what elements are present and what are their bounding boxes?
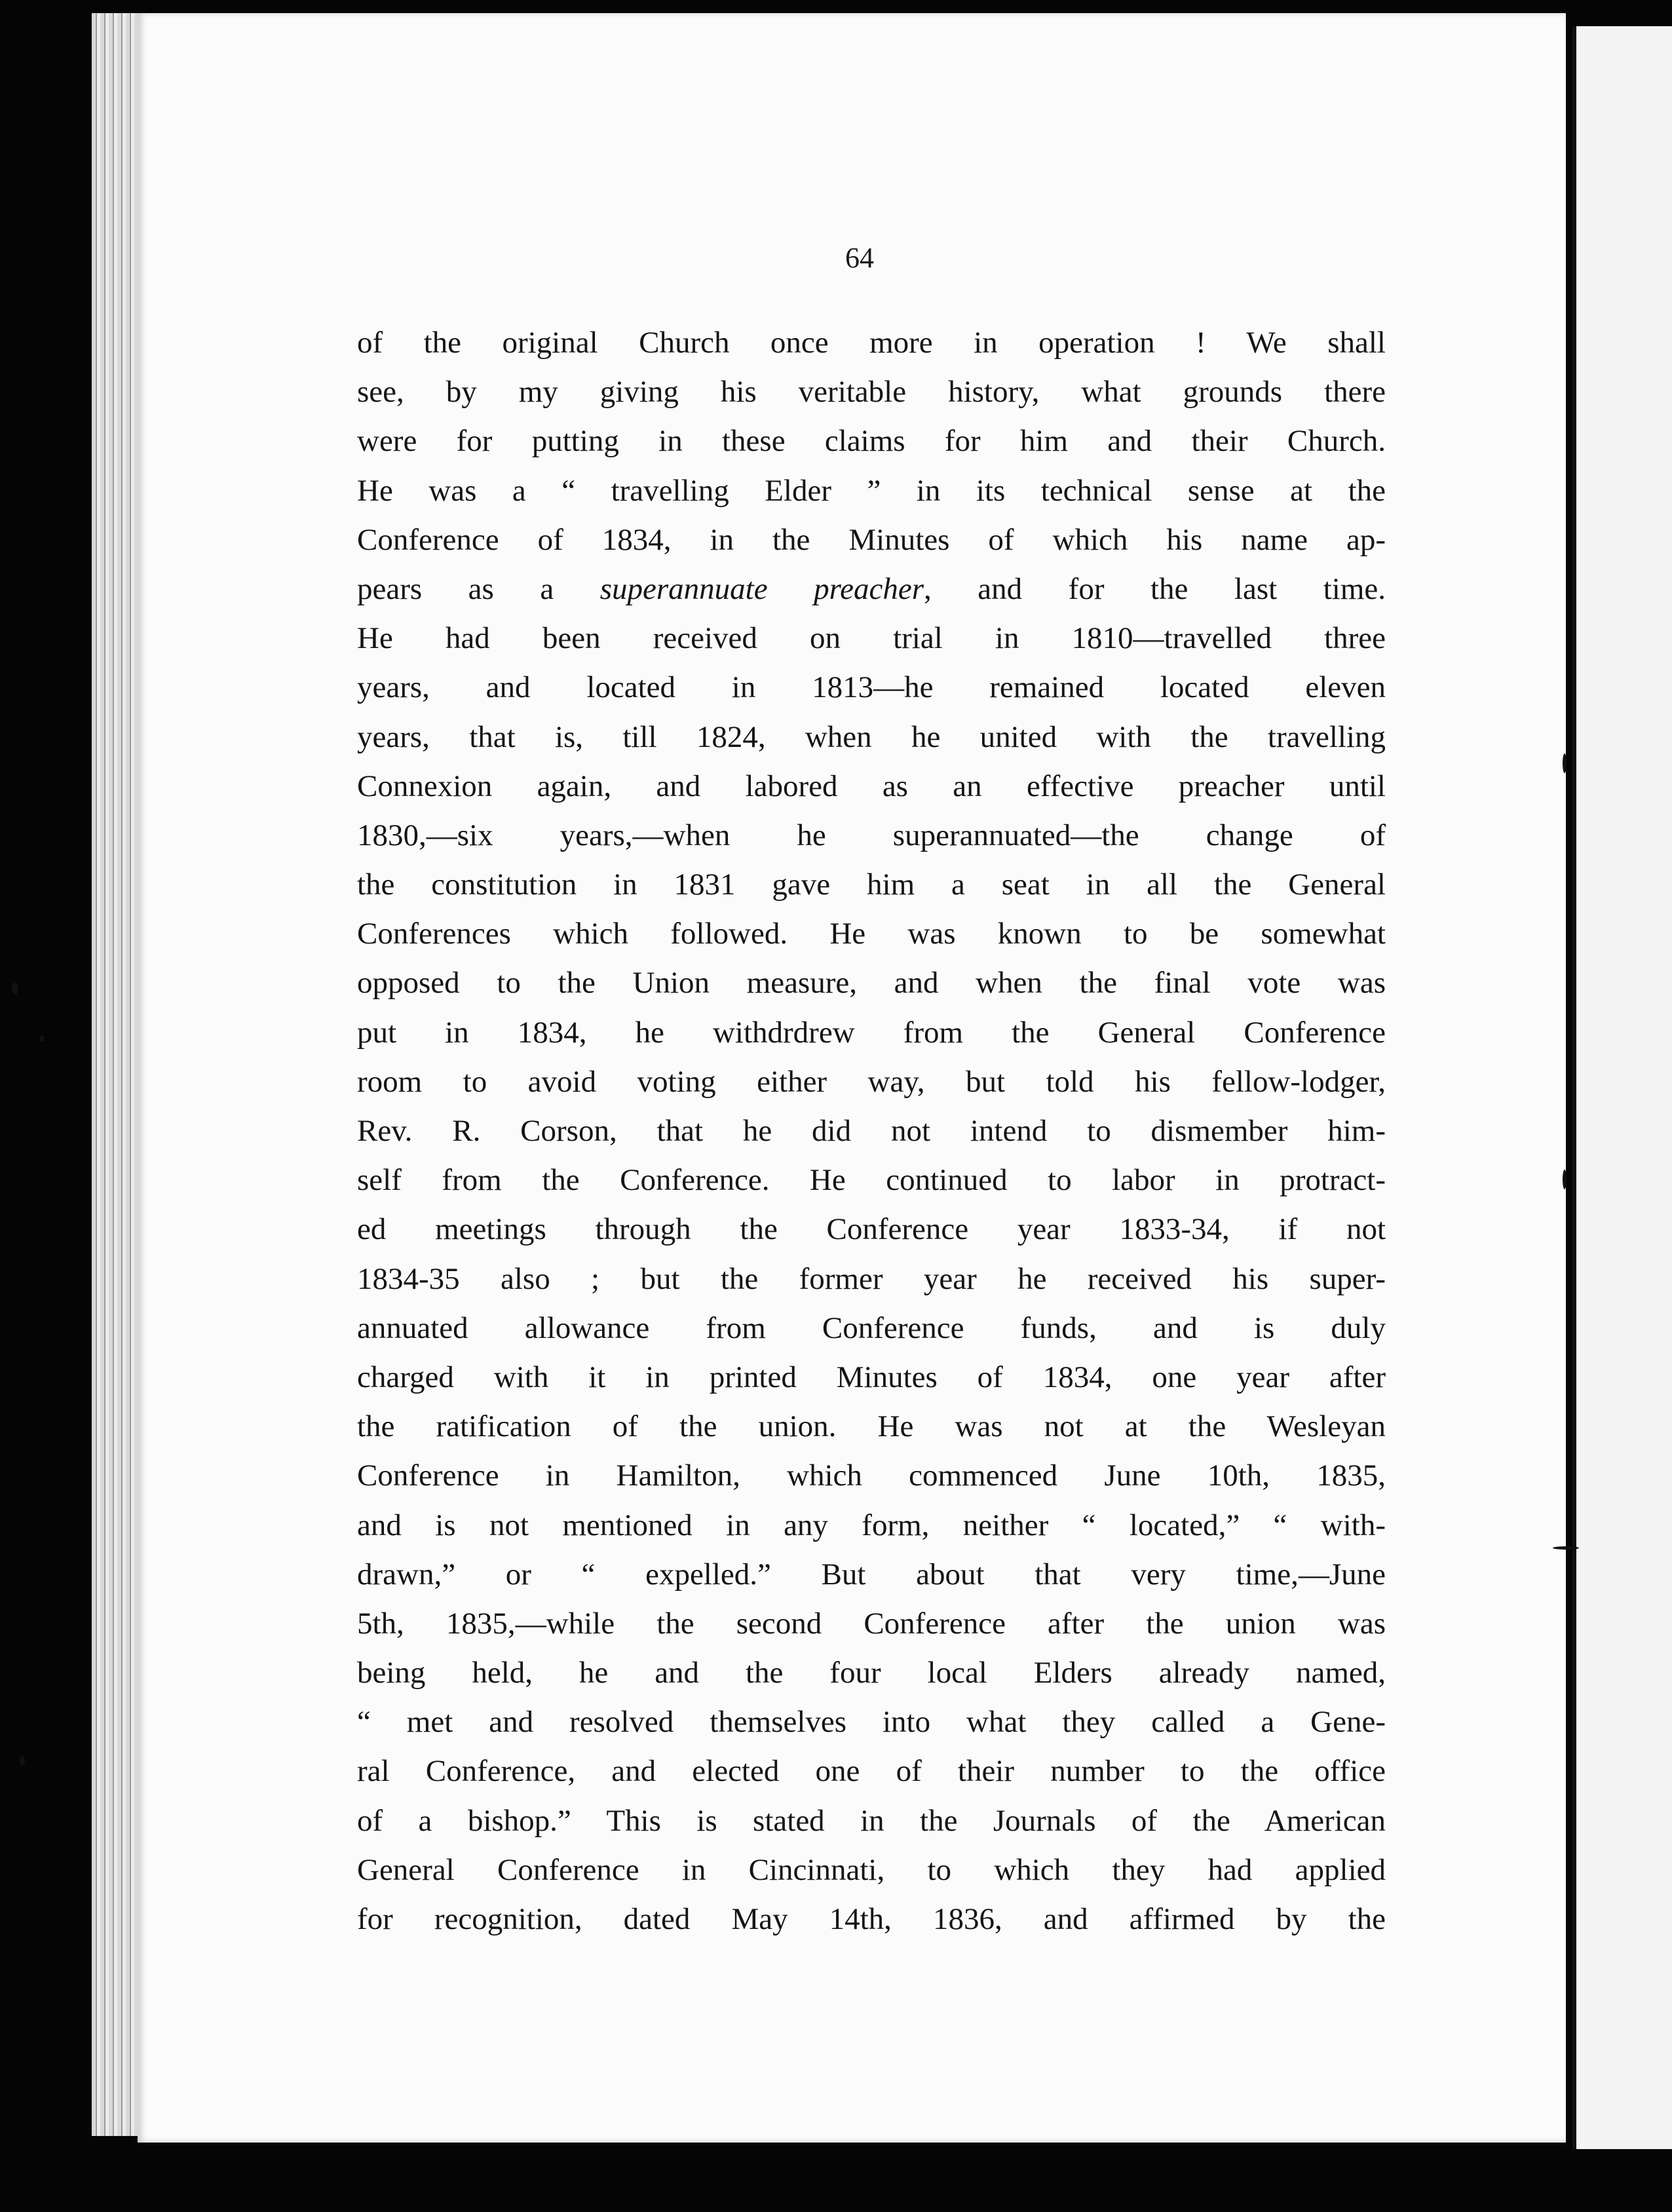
text-line: put in 1834, he withdrdrew from the General Conference (357, 1015, 1386, 1050)
text-line: General Conference in Cincinnati, to which they had applied (357, 1852, 1386, 1887)
text-line: room to avoid voting either way, but told his fellow-lodger, (357, 1064, 1386, 1099)
text-line: self from the Conference. He continued to labor in protract- (357, 1163, 1386, 1198)
scan-speck (12, 983, 18, 995)
text-line: Conference in Hamilton, which commenced June 10th, 1835, (357, 1459, 1386, 1493)
text-line: Connexion again, and labored as an effective preacher until (357, 769, 1386, 803)
text-line: the ratification of the union. He was not at the Wesleyan (357, 1409, 1386, 1444)
text-line: 1834-35 also ; but the former year he received his super- (357, 1261, 1386, 1296)
text-line: years, that is, till 1824, when he united with the travelling (357, 719, 1386, 754)
text-line: charged with it in printed Minutes of 1834, one year after (357, 1360, 1386, 1394)
text-line: drawn,” or “ expelled.” But about that very time,—June (357, 1557, 1386, 1592)
text-line: He was a “ travelling Elder ” in its technical sense at the (357, 473, 1386, 508)
text-line: the constitution in 1831 gave him a seat in all the General (357, 868, 1386, 902)
text-line: and is not mentioned in any form, neither “ located,” “ with- (357, 1508, 1386, 1542)
text-line: years, and located in 1813—he remained located eleven (357, 670, 1386, 705)
facing-page-edge (1572, 26, 1672, 2149)
text-line: Conference of 1834, in the Minutes of which his name ap- (357, 522, 1386, 557)
text-line: annuated allowance from Conference funds, and is duly (357, 1310, 1386, 1345)
scan-speck (1553, 1546, 1579, 1550)
page-stack-edges (92, 13, 144, 2136)
text-line: He had been received on trial in 1810—travelled three (357, 621, 1386, 656)
text-line: of a bishop.” This is stated in the Journals of the American (357, 1803, 1386, 1838)
text-line: “ met and resolved themselves into what they called a Gene- (357, 1705, 1386, 1740)
text-line: Rev. R. Corson, that he did not intend to dismember him- (357, 1114, 1386, 1148)
text-line: ed meetings through the Conference year 1833-34, if not (357, 1212, 1386, 1247)
text-line: 1830,—six years,—when he superannuated—the change of (357, 818, 1386, 852)
text-line: for recognition, dated May 14th, 1836, and affirmed by the (357, 1902, 1386, 1936)
italic-phrase: superannuate preacher (599, 571, 924, 606)
text-line: were for putting in these claims for him and their Church. (357, 424, 1386, 459)
scan-speck (1563, 753, 1567, 773)
text-line: ral Conference, and elected one of their number to the office (357, 1754, 1386, 1789)
body-text (357, 318, 1386, 1944)
scan-speck (1563, 1170, 1567, 1189)
page-number: 64 (845, 242, 874, 274)
text-line: being held, he and the four local Elders already named, (357, 1656, 1386, 1690)
text-line: see, by my giving his veritable history, what grounds there (357, 375, 1386, 410)
text-line: pears as a superannuate preacher, and for the last time. (357, 571, 1386, 606)
text-line: 5th, 1835,—while the second Conference after the union was (357, 1606, 1386, 1641)
text-line: Conferences which followed. He was known to be somewhat (357, 917, 1386, 951)
scan-speck (39, 1035, 45, 1042)
text-line: opposed to the Union measure, and when the final vote was (357, 966, 1386, 1001)
text-line: of the original Church once more in operation ! We shall (357, 326, 1386, 360)
scan-speck (20, 1756, 25, 1765)
